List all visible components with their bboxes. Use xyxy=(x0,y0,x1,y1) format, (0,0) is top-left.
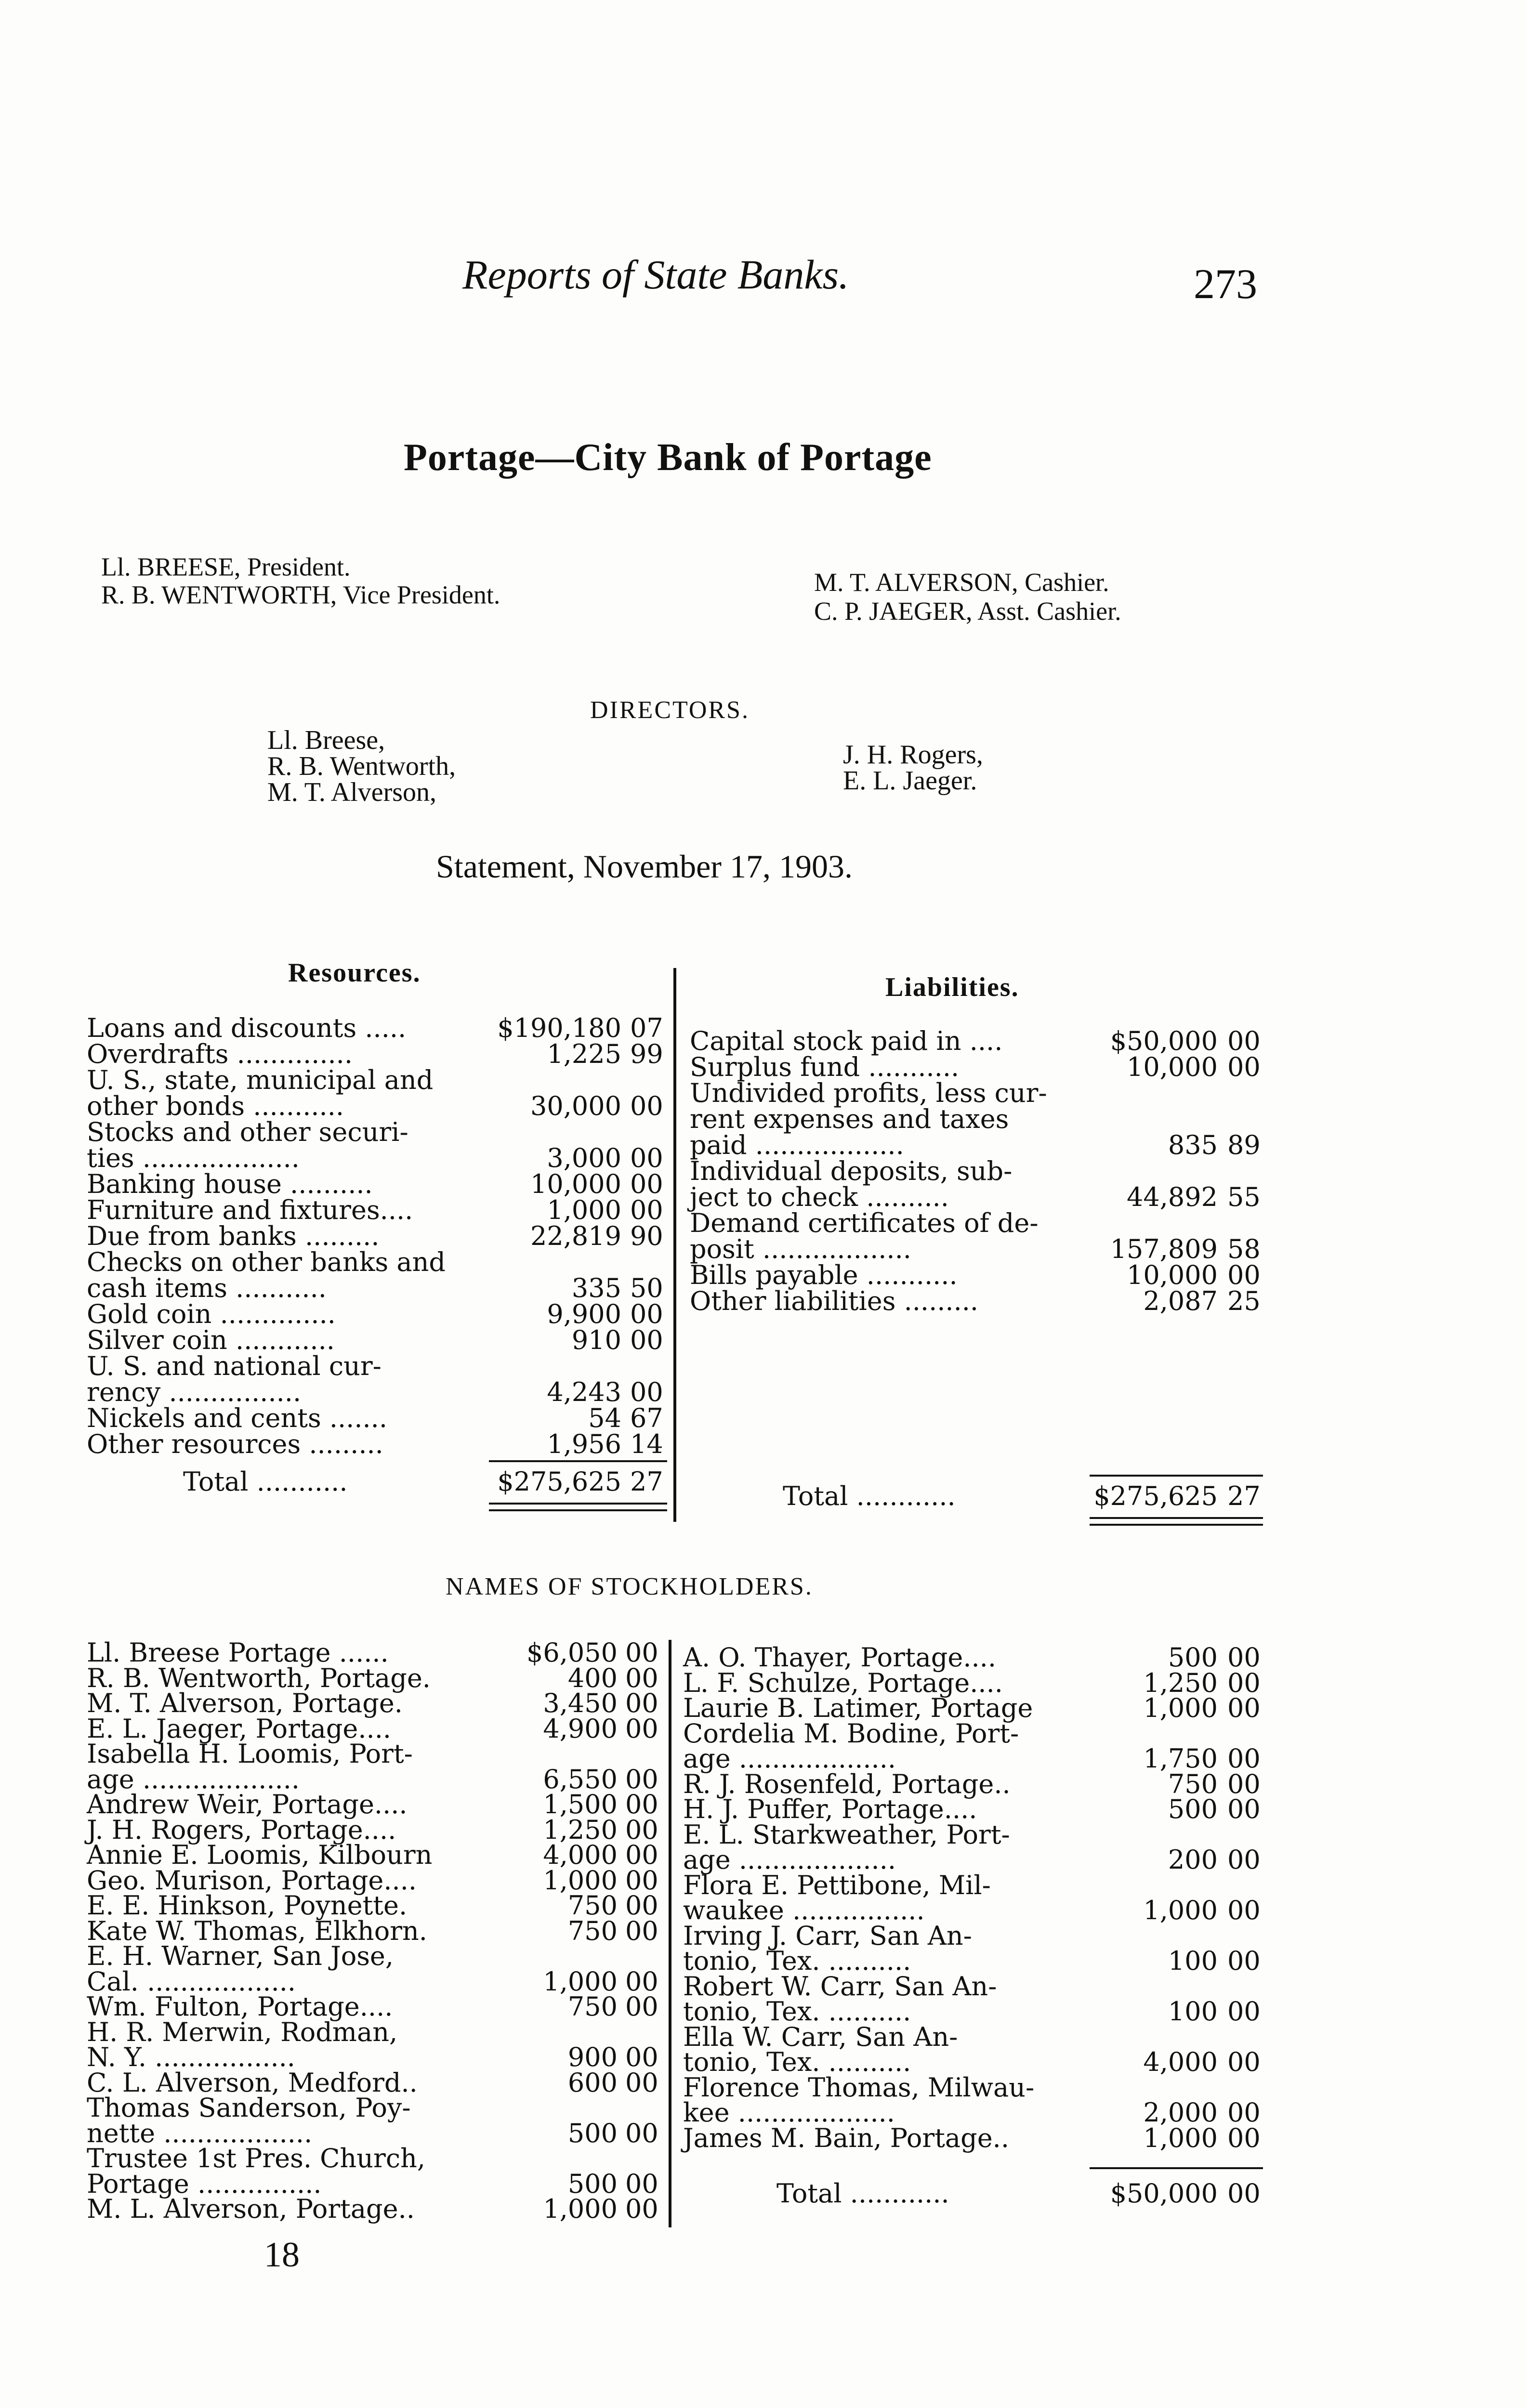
ledger-item-label: Thomas Sanderson, Poy- xyxy=(87,2093,411,2123)
ledger-item-cents: 55 xyxy=(1227,1182,1261,1212)
ledger-item-cents: 00 xyxy=(625,1789,658,1819)
ledger-item-dollars: 1,956 xyxy=(547,1429,621,1459)
total-double-rule xyxy=(1090,1517,1263,1519)
ledger-item-label: H. J. Puffer, Portage.... xyxy=(683,1794,977,1824)
ledger-item-dollars: 1,750 xyxy=(1143,1743,1218,1774)
ledger-item-label: E. E. Hinkson, Poynette. xyxy=(87,1890,408,1921)
stockholders-total-label: Total ............ xyxy=(776,2178,949,2209)
ledger-item-cents: 00 xyxy=(1227,1845,1261,1875)
ledger-item-dollars: 750 xyxy=(567,1991,618,2022)
ledger-item-label: age ................... xyxy=(683,1845,896,1875)
ledger-item-cents: 00 xyxy=(625,1865,658,1896)
ledger-item-dollars: 200 xyxy=(1168,1845,1218,1875)
ledger-item-cents: 00 xyxy=(1227,1946,1261,1976)
ledger-item-cents: 00 xyxy=(630,1195,663,1225)
ledger-item-cents: 00 xyxy=(625,1840,658,1870)
ledger-item-dollars: $6,050 xyxy=(526,1637,618,1668)
directors-heading: DIRECTORS. xyxy=(590,696,750,724)
ledger-item-dollars: 1,000 xyxy=(543,2194,618,2224)
ledger-item-dollars: 335 xyxy=(571,1273,621,1303)
ledger-item-label: Individual deposits, sub- xyxy=(690,1156,1013,1186)
ledger-item-label: Geo. Murison, Portage.... xyxy=(87,1865,417,1896)
ledger-item-label: Silver coin ............ xyxy=(87,1325,335,1355)
ledger-item-label: A. O. Thayer, Portage.... xyxy=(683,1642,996,1673)
ledger-item-dollars: 54 xyxy=(588,1403,621,1433)
ledger-item-label: Gold coin .............. xyxy=(87,1299,336,1329)
liabilities-total-label: Total ............ xyxy=(783,1481,956,1511)
ledger-item-label: ject to check .......... xyxy=(690,1182,949,1212)
ledger-item-dollars: 1,225 xyxy=(547,1039,621,1069)
officer-president: Ll. BREESE, President. xyxy=(101,552,351,581)
ledger-item-dollars: 1,000 xyxy=(543,1966,618,1997)
ledger-item-cents: 00 xyxy=(630,1299,663,1329)
ledger-item-dollars: 10,000 xyxy=(1127,1260,1218,1290)
ledger-item-label: tonio, Tex. .......... xyxy=(683,1996,911,2027)
ledger-item-dollars: 157,809 xyxy=(1110,1234,1218,1264)
ledger-item-label: Kate W. Thomas, Elkhorn. xyxy=(87,1915,427,1946)
ledger-item-label: Demand certificates of de- xyxy=(690,1208,1039,1238)
ledger-item-label: Ll. Breese Portage ...... xyxy=(87,1637,389,1668)
ledger-item-label: Flora E. Pettibone, Mil- xyxy=(683,1870,991,1900)
ledger-item-cents: 00 xyxy=(625,2194,658,2224)
ledger-item-cents: 25 xyxy=(1227,1286,1261,1316)
ledger-item-label: R. B. Wentworth, Portage. xyxy=(87,1662,431,1693)
liabilities-heading: Liabilities. xyxy=(885,972,1019,1002)
ledger-item-label: Surplus fund ........... xyxy=(690,1052,960,1082)
ledger-item-dollars: 2,087 xyxy=(1143,1286,1218,1316)
ledger-item-label: tonio, Tex. .......... xyxy=(683,1946,911,1976)
ledger-item-label: waukee ................ xyxy=(683,1895,925,1925)
ledger-item-label: Isabella H. Loomis, Port- xyxy=(87,1739,413,1769)
ledger-item-label: U. S., state, municipal and xyxy=(87,1065,434,1095)
ledger-item-dollars: 6,550 xyxy=(543,1764,618,1794)
ledger-item-label: C. L. Alverson, Medford.. xyxy=(87,2067,418,2098)
ledger-item-dollars: 22,819 xyxy=(530,1221,621,1251)
director-name: M. T. Alverson, xyxy=(267,777,437,807)
ledger-item-cents: 00 xyxy=(1227,1052,1261,1082)
statement-date: Statement, November 17, 1903. xyxy=(436,848,853,885)
ledger-item-cents: 00 xyxy=(625,2067,658,2098)
ledger-item-cents: 99 xyxy=(630,1039,663,1069)
officer-asst-cashier: C. P. JAEGER, Asst. Cashier. xyxy=(814,597,1121,626)
ledger-item-dollars: 9,900 xyxy=(547,1299,621,1329)
liabilities-total-cents: 27 xyxy=(1227,1481,1261,1511)
ledger-item-dollars: 1,000 xyxy=(1143,1693,1218,1723)
ledger-item-dollars: 910 xyxy=(571,1325,621,1355)
ledger-item-label: E. L. Starkweather, Port- xyxy=(683,1819,1010,1850)
ledger-item-label: Portage ............... xyxy=(87,2168,322,2199)
ledger-item-label: Banking house .......... xyxy=(87,1169,373,1199)
ledger-item-label: age ................... xyxy=(683,1743,896,1774)
ledger-item-label: Loans and discounts ..... xyxy=(87,1013,407,1043)
ledger-item-label: L. F. Schulze, Portage.... xyxy=(683,1667,1003,1698)
ledger-item-label: M. L. Alverson, Portage.. xyxy=(87,2194,415,2224)
ledger-item-label: H. R. Merwin, Rodman, xyxy=(87,2016,398,2047)
ledger-item-label: J. H. Rogers, Portage.... xyxy=(87,1814,396,1845)
ledger-item-dollars: 1,000 xyxy=(543,1865,618,1896)
ledger-item-label: Overdrafts .............. xyxy=(87,1039,353,1069)
ledger-item-dollars: 750 xyxy=(567,1915,618,1946)
ledger-item-cents: 00 xyxy=(1227,2122,1261,2153)
director-name: R. B. Wentworth, xyxy=(267,751,456,781)
ledger-item-cents: 00 xyxy=(625,2168,658,2199)
ledger-item-label: Bills payable ........... xyxy=(690,1260,958,1290)
ledger-item-dollars: $190,180 xyxy=(497,1013,621,1043)
ledger-item-dollars: $50,000 xyxy=(1110,1026,1218,1056)
ledger-item-label: cash items ........... xyxy=(87,1273,327,1303)
ledger-item-label: kee ................... xyxy=(683,2097,895,2128)
ledger-item-cents: 00 xyxy=(630,1091,663,1121)
ledger-item-dollars: 100 xyxy=(1168,1996,1218,2027)
ledger-item-dollars: 1,000 xyxy=(1143,1895,1218,1925)
ledger-item-cents: 07 xyxy=(630,1013,663,1043)
ledger-item-label: Due from banks ......... xyxy=(87,1221,380,1251)
ledger-item-label: rency ................ xyxy=(87,1377,302,1407)
ledger-item-label: Other resources ......... xyxy=(87,1429,383,1459)
ledger-item-cents: 50 xyxy=(630,1273,663,1303)
ledger-item-cents: 00 xyxy=(1227,1996,1261,2027)
ledger-item-label: Checks on other banks and xyxy=(87,1247,446,1277)
ledger-item-label: age ................... xyxy=(87,1764,300,1794)
ledger-item-label: Furniture and fixtures.... xyxy=(87,1195,413,1225)
ledger-item-cents: 00 xyxy=(1227,2097,1261,2128)
ledger-item-cents: 00 xyxy=(625,1662,658,1693)
ledger-item-label: M. T. Alverson, Portage. xyxy=(87,1688,403,1718)
ledger-item-dollars: 4,900 xyxy=(543,1713,618,1744)
resources-total-label: Total ........... xyxy=(183,1466,348,1497)
director-name: J. H. Rogers, xyxy=(843,740,983,770)
ledger-item-dollars: 600 xyxy=(567,2067,618,2098)
ledger-item-dollars: 30,000 xyxy=(530,1091,621,1121)
ledger-item-label: Undivided profits, less cur- xyxy=(690,1078,1047,1108)
ledger-item-cents: 00 xyxy=(1227,1768,1261,1799)
ledger-item-label: Stocks and other securi- xyxy=(87,1117,408,1147)
total-rule xyxy=(489,1460,667,1462)
ledger-item-dollars: 44,892 xyxy=(1127,1182,1218,1212)
total-double-rule xyxy=(1090,1524,1263,1526)
resources-total-dollars: $275,625 xyxy=(497,1466,621,1497)
ledger-item-label: U. S. and national cur- xyxy=(87,1351,382,1381)
ledger-item-label: Trustee 1st Pres. Church, xyxy=(87,2143,426,2173)
column-divider xyxy=(673,968,676,1522)
director-name: E. L. Jaeger. xyxy=(843,766,977,796)
resources-heading: Resources. xyxy=(288,958,421,988)
total-double-rule xyxy=(489,1509,667,1511)
ledger-item-label: Ella W. Carr, San An- xyxy=(683,2021,958,2052)
ledger-item-dollars: 750 xyxy=(567,1890,618,1921)
liabilities-total-dollars: $275,625 xyxy=(1093,1481,1218,1511)
ledger-item-cents: 00 xyxy=(625,1637,658,1668)
ledger-item-cents: 00 xyxy=(625,2118,658,2148)
ledger-item-cents: 00 xyxy=(625,2042,658,2072)
total-rule xyxy=(1090,2167,1263,2169)
ledger-item-dollars: 1,250 xyxy=(1143,1667,1218,1698)
ledger-item-cents: 00 xyxy=(1227,1794,1261,1824)
ledger-item-label: tonio, Tex. .......... xyxy=(683,2047,911,2077)
ledger-item-cents: 00 xyxy=(625,1890,658,1921)
ledger-item-cents: 00 xyxy=(1227,2047,1261,2077)
ledger-item-dollars: 100 xyxy=(1168,1946,1218,1976)
ledger-item-dollars: 4,000 xyxy=(543,1840,618,1870)
ledger-item-cents: 00 xyxy=(625,1713,658,1744)
ledger-item-cents: 00 xyxy=(1227,1260,1261,1290)
resources-total-cents: 27 xyxy=(630,1466,663,1497)
officer-cashier: M. T. ALVERSON, Cashier. xyxy=(814,568,1109,597)
ledger-item-dollars: 500 xyxy=(567,2118,618,2148)
ledger-item-dollars: 3,450 xyxy=(543,1688,618,1718)
ledger-item-cents: 00 xyxy=(630,1143,663,1173)
ledger-item-label: E. H. Warner, San Jose, xyxy=(87,1941,394,1971)
stockholders-total-cents: 00 xyxy=(1227,2178,1261,2209)
stockholders-total-dollars: $50,000 xyxy=(1110,2178,1218,2209)
director-name: Ll. Breese, xyxy=(267,725,385,755)
ledger-item-cents: 00 xyxy=(625,1814,658,1845)
ledger-item-label: R. J. Rosenfeld, Portage.. xyxy=(683,1768,1011,1799)
ledger-item-label: E. L. Jaeger, Portage.... xyxy=(87,1713,392,1744)
ledger-item-cents: 00 xyxy=(630,1169,663,1199)
ledger-item-label: Florence Thomas, Milwau- xyxy=(683,2072,1035,2103)
ledger-item-label: Andrew Weir, Portage.... xyxy=(87,1789,408,1819)
ledger-item-label: Laurie B. Latimer, Portage xyxy=(683,1693,1033,1723)
ledger-item-label: Capital stock paid in .... xyxy=(690,1026,1003,1056)
bank-title: Portage—City Bank of Portage xyxy=(404,436,932,479)
ledger-item-dollars: 10,000 xyxy=(1127,1052,1218,1082)
ledger-item-cents: 67 xyxy=(630,1403,663,1433)
ledger-item-label: posit .................. xyxy=(690,1234,911,1264)
ledger-item-cents: 00 xyxy=(630,1377,663,1407)
ledger-item-label: Irving J. Carr, San An- xyxy=(683,1920,972,1951)
ledger-item-cents: 00 xyxy=(625,1966,658,1997)
ledger-item-label: Annie E. Loomis, Kilbourn xyxy=(87,1840,433,1870)
ledger-item-label: paid .................. xyxy=(690,1130,904,1160)
ledger-item-dollars: 3,000 xyxy=(547,1143,621,1173)
total-double-rule xyxy=(489,1503,667,1505)
ledger-item-cents: 00 xyxy=(1227,1693,1261,1723)
ledger-item-label: rent expenses and taxes xyxy=(690,1104,1009,1134)
running-title: Reports of State Banks. xyxy=(462,251,849,298)
ledger-item-dollars: 500 xyxy=(567,2168,618,2199)
ledger-item-label: N. Y. ................. xyxy=(87,2042,295,2072)
ledger-item-cents: 00 xyxy=(625,1688,658,1718)
officer-vice-president: R. B. WENTWORTH, Vice President. xyxy=(101,580,500,609)
ledger-item-dollars: 1,000 xyxy=(547,1195,621,1225)
ledger-item-dollars: 1,000 xyxy=(1143,2122,1218,2153)
ledger-item-cents: 00 xyxy=(1227,1642,1261,1673)
ledger-item-dollars: 500 xyxy=(1168,1642,1218,1673)
ledger-item-label: James M. Bain, Portage.. xyxy=(683,2122,1009,2153)
ledger-item-dollars: 10,000 xyxy=(530,1169,621,1199)
ledger-item-dollars: 2,000 xyxy=(1143,2097,1218,2128)
ledger-item-label: Other liabilities ......... xyxy=(690,1286,979,1316)
ledger-item-dollars: 750 xyxy=(1168,1768,1218,1799)
ledger-item-cents: 00 xyxy=(1227,1895,1261,1925)
signature-mark: 18 xyxy=(264,2235,300,2275)
ledger-item-cents: 00 xyxy=(1227,1026,1261,1056)
ledger-item-label: Wm. Fulton, Portage.... xyxy=(87,1991,393,2022)
ledger-item-cents: 90 xyxy=(630,1221,663,1251)
ledger-item-cents: 14 xyxy=(630,1429,663,1459)
ledger-item-dollars: 1,250 xyxy=(543,1814,618,1845)
ledger-item-label: ties ................... xyxy=(87,1143,300,1173)
ledger-item-dollars: 1,500 xyxy=(543,1789,618,1819)
ledger-item-cents: 00 xyxy=(625,1915,658,1946)
ledger-item-dollars: 4,243 xyxy=(547,1377,621,1407)
stockholders-heading: NAMES OF STOCKHOLDERS. xyxy=(446,1573,813,1600)
total-rule xyxy=(1090,1475,1263,1477)
ledger-item-label: Cordelia M. Bodine, Port- xyxy=(683,1718,1019,1749)
ledger-item-label: Nickels and cents ....... xyxy=(87,1403,388,1433)
ledger-item-cents: 00 xyxy=(1227,1667,1261,1698)
ledger-item-label: other bonds ........... xyxy=(87,1091,344,1121)
ledger-item-cents: 00 xyxy=(630,1325,663,1355)
ledger-item-cents: 58 xyxy=(1227,1234,1261,1264)
ledger-item-cents: 89 xyxy=(1227,1130,1261,1160)
page-number: 273 xyxy=(1194,261,1257,308)
ledger-item-cents: 00 xyxy=(625,1991,658,2022)
ledger-item-dollars: 900 xyxy=(567,2042,618,2072)
ledger-item-label: nette .................. xyxy=(87,2118,313,2148)
ledger-item-cents: 00 xyxy=(625,1764,658,1794)
ledger-item-cents: 00 xyxy=(1227,1743,1261,1774)
stockholders-column-divider xyxy=(669,1640,671,2227)
ledger-item-label: Robert W. Carr, San An- xyxy=(683,1971,997,2002)
ledger-item-label: Cal. .................. xyxy=(87,1966,296,1997)
ledger-item-dollars: 4,000 xyxy=(1143,2047,1218,2077)
ledger-item-dollars: 500 xyxy=(1168,1794,1218,1824)
ledger-item-dollars: 835 xyxy=(1168,1130,1218,1160)
ledger-item-dollars: 400 xyxy=(567,1662,618,1693)
